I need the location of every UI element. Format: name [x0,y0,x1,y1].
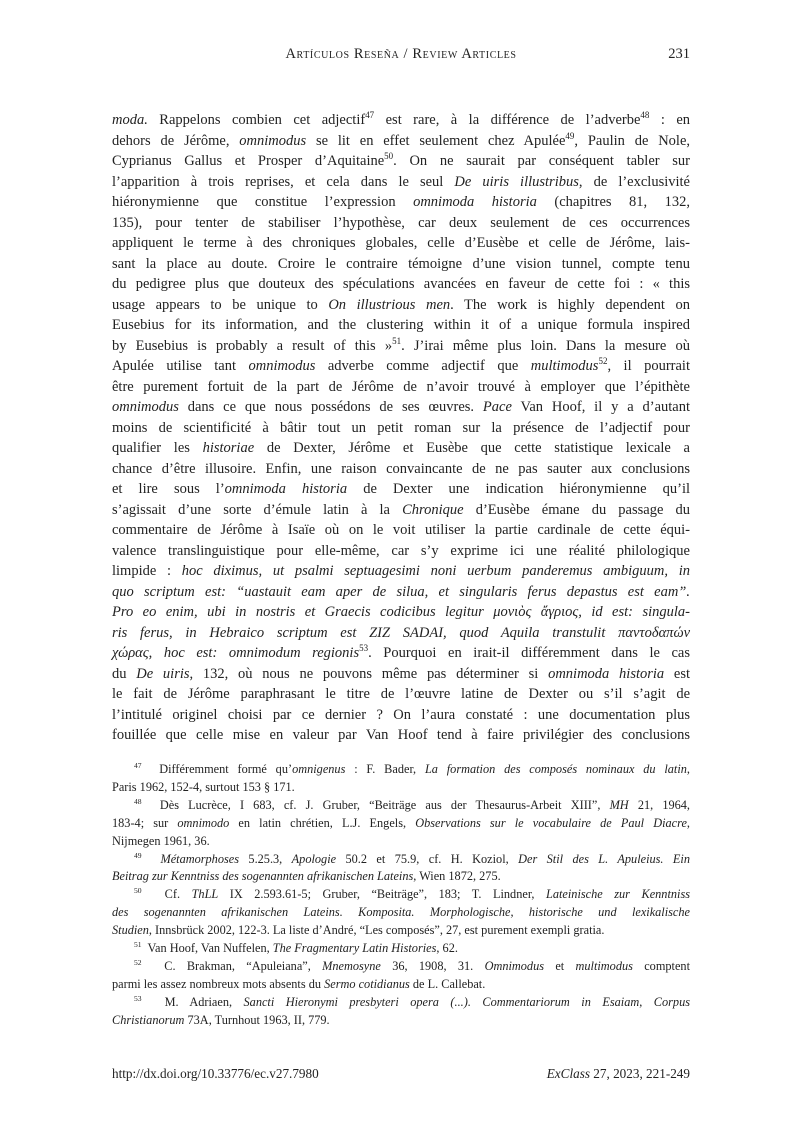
text-segment: Cf. [141,887,192,902]
body-text-line [112,643,690,664]
body-text-line [112,520,690,541]
text-segment: l’intitulé originel choisi par ce dernier ? On l’aura constaté : une documentation plus [112,706,690,723]
text-segment: multimodus [530,358,599,374]
text-segment: 50.2 et 75.9, cf. H. Koziol, [336,851,519,866]
body-text-line [112,233,690,254]
body-text-line [112,479,690,500]
text-segment: Nijmegen 1961, 36. [112,833,210,848]
text-segment: 135), pour tenter de stabiliser l’hypothèse, car deux seulement de ces occurrences [112,214,690,231]
text-segment: appliquent le terme à des chroniques globales, celle d’Eusèbe et celle de Jérôme, lais- [112,235,690,251]
text-segment: Apulée utilise tant [112,358,249,374]
text-segment: Van Hoof, Van Nuffelen, [141,941,273,956]
text-segment: chance d’être illusoire. Enfin, une raison convaincante de ne pas sauter aux conclusions [112,460,690,477]
footnote-line [112,904,690,922]
text-segment: : en [649,112,691,128]
body-text-line [112,172,690,193]
text-segment: IX 2.593.61-5; Gruber, “Beiträge”, 183; T. Lindner, [218,887,547,902]
text-segment: et [544,958,576,973]
footnote-reference: 49 [565,130,575,141]
text-segment: ThLL [191,887,219,902]
body-text-line [112,582,690,603]
text-segment: le fait de Jérôme paraphrasant le titre de l’œuvre latine de Dexter ou s’il s’agit de [112,686,690,702]
body-text-line [112,336,690,357]
text-segment: (chapitres 81, 132, [536,194,690,210]
text-segment: , [686,815,690,830]
body-text-line [112,418,690,439]
footnote-line [112,958,690,976]
text-segment: Apologie [291,851,337,866]
text-segment: parmi les assez nombreux mots absents du [112,976,325,991]
text-segment: ris ferus, in Hebraico scriptum est ZIZ SADAI, quod Aquila transtulit παντοδαπών [112,624,690,641]
body-text-line [112,602,690,623]
text-segment: , Wien 1872, 275. [413,869,501,884]
text-segment: 27, 2023, 221-249 [589,1066,690,1081]
text-segment: du [112,665,137,682]
text-segment: , Paulin de Nole, [574,132,691,149]
text-segment: moins de scientificité à bâtir tout un petit roman sur la présence de l’adjectif pour [112,419,690,436]
text-segment: de L. Callebat. [409,976,486,991]
text-segment: by Eusebius is probably a result of this » [112,337,393,354]
text-segment: dans ce que nous possédons de ses œuvres. [178,399,483,415]
body-text-line [112,561,690,582]
text-segment: Pro eo enim, ubi in nostris et Graecis codicibus legitur μονιὸς ἄγριος, id est: singula- [112,604,690,620]
text-segment: χώρας, hoc est: omnimodum regionis [112,645,360,661]
text-segment: omnimodus [248,358,316,374]
text-segment: omnimodus [112,399,179,415]
text-segment: . On ne saurait par conséquent tabler sur [393,153,690,169]
text-segment: De uiris [136,665,190,682]
text-segment: , de l’exclusivité [578,173,690,190]
running-head: Artículos Reseña / Review Articles [285,46,517,62]
text-segment: Dès Lucrèce, I 683, cf. J. Gruber, “Beiträge aus der Thesaurus-Arbeit XIII”, [141,797,610,812]
text-segment: 183-4; sur [112,815,178,830]
page-number: 231 [668,46,690,62]
text-segment: Lateinische zur Kenntniss [546,887,691,902]
text-segment: Métamorphoses [160,851,240,866]
text-segment: ExClass [546,1066,590,1081]
body-text-line [112,705,690,726]
text-segment: s’agissait d’une sorte d’émule latin à la [112,501,403,518]
text-segment: Paris 1962, 152-4, surtout 153 § 171. [112,779,295,794]
text-segment: d’Eusèbe émane du passage du [463,501,691,518]
footnote-line [112,868,690,886]
footnote-reference: 49 [134,850,142,860]
body-text-line [112,110,690,131]
text-segment: Omnimodus [484,958,544,973]
text-segment: , il pourrait [607,358,690,374]
text-segment: historiae [202,440,255,456]
footnote-reference: 51 [392,335,402,346]
body-text-line [112,725,690,746]
footnote-line [112,815,690,833]
text-segment: : F. Bader, [345,762,425,776]
text-segment: quo scriptum est: “uastauit eam aper de silua, et singularis ferus depastus est eam”. [112,583,690,600]
text-segment: 36, 1908, 31. [380,958,485,973]
text-segment: limpide : [112,563,182,579]
text-segment: . The work is highly dependent on [450,296,690,313]
footnote-reference: 47 [134,760,142,770]
footnote-line [112,761,690,779]
body-text-line [112,397,690,418]
footnote-reference: 50 [134,886,142,896]
text-segment: Différemment formé qu’ [141,762,293,776]
text-segment: adverbe comme adjectif que [315,358,531,374]
text-segment: Mnemosyne [322,958,381,973]
text-segment: Chronique [402,501,464,518]
text-segment: , Innsbrück 2002, 122-3. La liste d’André, “Les composés”, 27, est purement exempli gratia. [148,923,605,938]
text-segment: 5.25.3, [239,851,292,866]
footnote-line [112,1012,690,1030]
footnote-line [112,922,690,940]
body-text-line [112,459,690,480]
text-segment: omnimoda historia [413,194,537,210]
body-text-line [112,131,690,152]
text-segment: valence translinguistique pour elle-même, car s’y exprime ici une réalité philologique [112,542,690,559]
text-segment: Sermo cotidianus [324,976,410,991]
text-segment: qualifier les [112,440,203,456]
text-segment: du pedigree plus que douteux des spéculations avancées en faveur de cette foi : « this [112,276,690,292]
text-segment: La formation des composés nominaux du latin [424,762,687,776]
text-segment: de Dexter, Jérôme et Eusèbe que cette statistique lexicale a [254,440,690,456]
text-segment: omnimodus [239,132,307,149]
text-segment: et lire sous l’ [112,481,225,497]
text-segment: est [664,665,691,682]
text-segment: The Fragmentary Latin Histories [272,941,437,956]
footnote-line [112,833,690,851]
text-segment: Observations sur le vocabulaire de Paul Diacre [415,815,687,830]
text-segment: se lit en effet seulement chez Apulée [306,132,566,149]
text-segment: Eusebius for its information, and the clustering within it of a unique formula inspired [112,317,690,333]
text-segment: dehors de Jérôme, [112,132,240,149]
text-segment: M. Adriaen, [141,994,244,1009]
text-segment: Studien [112,923,149,938]
body-text-line [112,623,690,644]
text-segment: omnimoda historia [548,665,665,682]
text-segment: des sogenannten afrikanischen Lateins. Komposita. Morphologische, historische und lexikalische [112,905,690,920]
footnote-reference: 47 [365,110,375,121]
text-segment: 73A, Turnhout 1963, II, 779. [184,1012,330,1027]
footnote-reference: 50 [384,151,394,162]
body-text-line [112,295,690,316]
footnote-reference: 52 [598,356,608,367]
text-segment: hiéronymienne que constitue l’expression [112,194,414,210]
body-text-line [112,356,690,377]
text-segment: . Pourquoi en irait-il différemment dans le cas [368,645,691,661]
body-text-line [112,254,690,275]
body-text-line [112,192,690,213]
text-segment: en latin chrétien, L.J. Engels, [229,815,416,830]
footnote-line [112,886,690,904]
text-segment: Corpus [653,994,691,1009]
text-segment: Beitrag zur Kenntniss des sogenannten afrikanischen Lateins [112,869,414,884]
text-segment: omnigenus [292,762,346,776]
text-segment: MH [609,797,629,812]
article-body [112,110,690,746]
footnote-reference: 53 [359,643,369,654]
text-segment: , 62. [436,941,458,956]
journal-reference [547,1066,690,1082]
doi-link[interactable]: http://dx.doi.org/10.33776/ec.v27.7980 [112,1066,319,1081]
text-segment: Cyprianus Gallus et Prosper d’Aquitaine [112,153,385,169]
text-segment: fouillée que celle mise en valeur par Van Hoof tend à faire privilégier des conclusions [112,727,690,743]
page-footer [112,1066,690,1082]
text-segment: Rappelons combien cet adjectif [147,112,366,128]
page-header [112,46,690,66]
text-segment [142,852,161,866]
text-segment: Christianorum [112,1012,185,1027]
body-text-line [112,274,690,295]
body-text-line [112,377,690,398]
footnote-line [112,779,690,797]
text-segment: être purement fortuit de la part de Jérôme de n’avoir trouvé à employer que l’épithète [112,378,690,395]
text-segment: , 132, où nous ne pouvons même pas déterminer si [189,665,549,682]
text-segment: Der Stil des L. Apuleius. Ein [518,851,690,866]
footnote-reference: 51 [134,939,142,949]
text-segment: , [639,994,654,1009]
footnotes-block [112,761,690,1030]
text-segment: C. Brakman, “Apuleiana”, [141,958,323,973]
footnote-reference: 48 [640,110,650,121]
text-segment: Sancti Hieronymi presbyteri opera (...). Commentariorum in Esaiam [243,994,640,1009]
body-text-line [112,151,690,172]
body-text-line [112,500,690,521]
text-segment: Van Hoof, il y a d’autant [511,399,690,415]
footnote-reference: 52 [134,957,142,967]
body-text-line [112,213,690,234]
text-segment: commentaire de Jérôme à Isaïe où on le voit utiliser la partie cardinale de cette équi- [112,522,690,538]
text-segment: hoc diximus, ut psalmi septuagesimi noni uerbum panderemus ambiguum, in [181,563,690,579]
text-segment: l’apparition à trois reprises, et cela dans le seul [112,173,455,190]
footnote-line [112,976,690,994]
text-segment: On illustrious men [328,296,451,313]
text-segment: comptent [632,958,690,973]
text-segment: de Dexter une indication hiéronymienne qu’il [347,481,691,497]
footnote-line [112,851,690,869]
text-segment: Pace [482,399,512,415]
text-segment: moda. [112,112,148,128]
text-segment: 21, 1964, [628,797,691,812]
body-text-line [112,664,690,685]
text-segment: De uiris illustribus [454,173,579,190]
text-segment: multimodus [575,958,633,973]
body-text-line [112,315,690,336]
text-segment: , [686,762,690,776]
footnote-line [112,797,690,815]
body-text-line [112,541,690,562]
text-segment: omnimodo [177,815,230,830]
footnote-reference: 53 [134,993,142,1003]
text-segment: omnimoda historia [224,481,348,497]
footnote-line [112,940,690,958]
footnote-reference: 48 [134,796,142,806]
text-segment: est rare, à la différence de l’adverbe [374,112,641,128]
footnote-line [112,994,690,1012]
body-text-line [112,438,690,459]
text-segment: . J’irai même plus loin. Dans la mesure où [401,337,690,354]
text-segment: usage appears to be unique to [112,296,329,313]
text-segment: sant la place au doute. Croire le contraire témoigne d’une vision tunnel, compte tenu [112,255,690,272]
body-text-line [112,684,690,705]
